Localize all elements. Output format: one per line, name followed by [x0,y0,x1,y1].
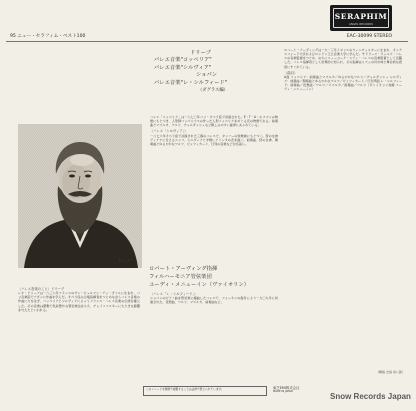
orchestra-credit: フィルハーモニア管弦楽団 [149,274,212,280]
notes-column-2-lower [150,290,278,382]
notes-column-2 [150,115,278,263]
series-text: 95 ニュー・セラフィム・ベスト100 [10,34,86,39]
logo-tagline: ANGEL RECORDS [348,22,374,26]
header-rule [6,41,408,42]
watermark-text: Snow Records Japan [330,392,411,401]
work-3-note: （ダグラス編） [198,88,228,94]
col3-text-b: A面 コッペリア：前奏曲とマズルカ／ゆるやかなワルツ／チャルダッシュ シルヴィア：前奏曲／間奏曲とゆるやかなワルツ／ピッツィカート／行列 B面 レ・シルフィード：前奏曲／夜想曲／ワルツ／マズルカ／前奏曲／ワルツ（ヴァイオリン独奏 ユーディ・メニューイン） [284,74,402,92]
col3-text: ロバート・アーヴィングは一九一三年イギリスのウィンチェスターに生まれ、オックスフォード大学およびロンドン王立音楽大学に学んだ。サドラーズ・ウェルズ・バレエの音楽監督をつとめ、のちにニューヨーク・シティ・バレエの音楽監督として活躍した。バレエ指揮者として世界的に知られ、その指揮はリズムの切れ味と舞台的な感覚にすぐれている。 [284,48,402,69]
composer-portrait [18,124,142,268]
composer-1: ドリーブ [190,50,211,56]
work-1: バレエ音楽"コッペリア" [154,57,212,64]
work-3: バレエ音楽"レ・シルフィード" [154,79,228,86]
col1-heading: 〈バレエ音楽のこと〉ドリーブ [18,287,64,291]
catalog-number: EAC-30099 STEREO [346,34,392,39]
publisher-name: 東芝EMI株式会社 [273,386,300,390]
col2-heading: 〈バレエ「シルヴィア」〉 [150,129,188,134]
col2-text-b: 一八七六年オペラ座で初演された三幕のバレエで、タッソーの牧歌劇にもとづく。狩の女神ディアナに仕えるニンフ、シルヴィアと羊飼いアミンタの恋を描く。前奏曲、狩の女神、間奏曲とゆるやかなワルツ、ピッツィカート、行列の音楽などが名高い。 [150,133,278,146]
header-bar [6,33,404,40]
copyright-notice: このレコードを無断で複製することは法律で禁じられています。 [143,386,267,396]
work-2: バレエ音楽"シルヴィア" [154,64,212,71]
col1-text: レオ・ドリーブは一八三六年フランスのサン・ジェルマン・デュ・ヴァルに生まれ、パリ音楽院でアダンに作曲を学んだ。オペラ座の合唱指揮者をつとめながらバレエ音楽の作曲に力を注ぎ、コッペリアとシルヴィアによってフランス・バレエ音楽の伝統を確立した。その音楽は優雅で色彩豊かな管弦楽法をもち、チャイコフスキーにも大きな影響を与えたといわれる。 [18,291,140,312]
composer-2: ショパン [196,72,218,79]
conductor-credit: ロバート・アーヴィング指揮 [149,266,218,272]
col2-text-c: ショパンのピアノ曲を管弦楽に編曲したバレエで、フォーキンの振付により一九〇九年に初演された。夜想曲、ワルツ、マズルカ、前奏曲など。 [150,296,278,305]
notes-column-1 [18,285,140,385]
col3-heading: 〈曲目〉 [284,70,298,75]
portrait-engraving [18,124,142,268]
portrait-caption: ドリーブ [118,259,130,263]
publisher-sub: MADE IN JAPAN [273,390,293,393]
commentator-signature: （解説 志鳥 栄八郎） [376,370,405,374]
col2-heading-b: 〈バレエ「レ・シルフィード」〉 [150,292,198,296]
publisher-block [273,386,333,394]
soloist-credit: ユーディ・メニューイン（ヴァイオリン） [149,282,250,288]
notes-column-3 [284,48,402,366]
col2-text: バレエ「コッペリア」は一八七〇年パリ・オペラ座で初演された。E・T・A・ホフマンの物語にもとづき、人形師コッペリウスの作った人形コッペリアをめぐる恋の物語である。前奏曲とマズルカ、ワルツ、チャルダッシュなど親しみやすい旋律にあふれている。 [150,115,278,128]
logo-word: SERAPHIM [334,12,388,21]
seraphim-logo [330,5,392,31]
